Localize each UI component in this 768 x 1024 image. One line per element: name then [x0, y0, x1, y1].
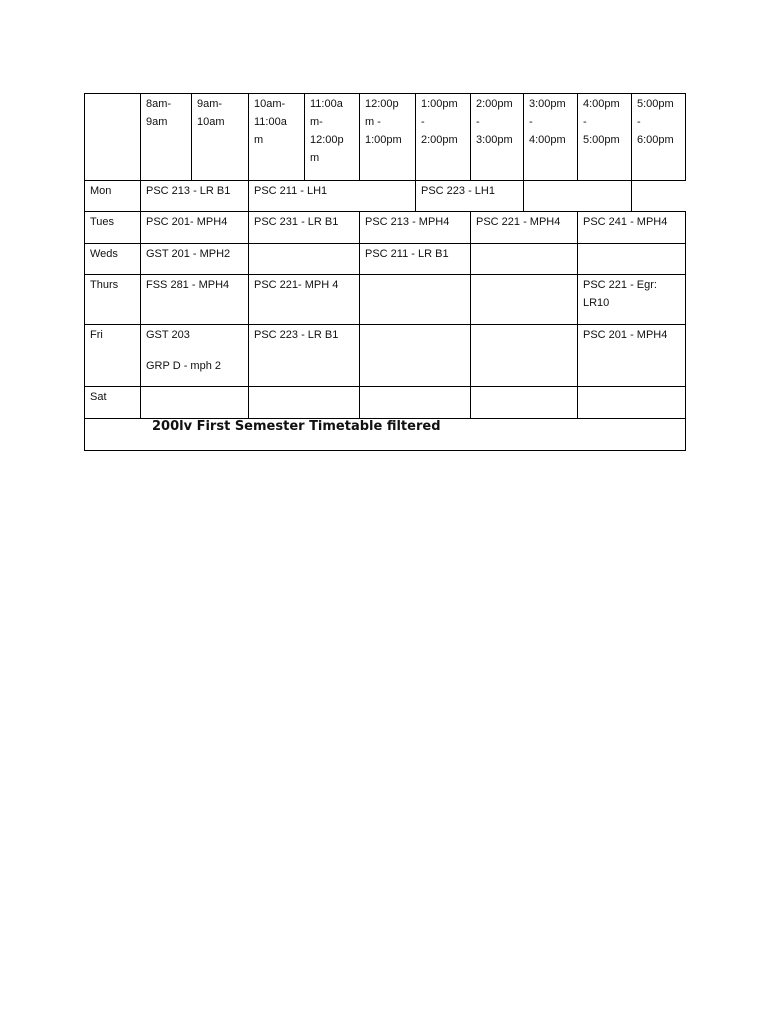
row-tues — [85, 212, 686, 244]
day-label: Weds — [85, 244, 141, 275]
class-cell — [471, 325, 578, 387]
class-cell: PSC 213 - MPH4 — [360, 212, 471, 244]
class-cell — [524, 181, 632, 212]
class-cell: PSC 241 - MPH4 — [578, 212, 686, 244]
class-text: GRP D - mph 2 — [146, 360, 221, 372]
time-header — [305, 94, 360, 181]
day-label: Thurs — [85, 275, 141, 325]
class-text: PSC 221 - Egr: LR10 — [583, 279, 657, 309]
class-cell: PSC 223 - LH1 — [416, 181, 524, 212]
spacer — [146, 344, 243, 357]
class-cell — [360, 325, 471, 387]
class-cell: FSS 281 - MPH4 — [141, 275, 249, 325]
timetable — [84, 93, 686, 451]
class-cell: PSC 223 - LR B1 — [249, 325, 360, 387]
row-mon — [85, 181, 686, 212]
class-cell: PSC 201 - MPH4 — [578, 325, 686, 387]
class-cell: GST 201 - MPH2 — [141, 244, 249, 275]
time-label: 11:00a m- 12:00p m — [310, 98, 344, 164]
class-cell: PSC 231 - LR B1 — [249, 212, 360, 244]
time-header — [141, 94, 192, 181]
row-fri — [85, 325, 686, 387]
class-cell: PSC 221- MPH 4 — [249, 275, 360, 325]
class-cell — [249, 387, 360, 419]
class-cell: PSC 221 - MPH4 — [471, 212, 578, 244]
time-header — [416, 94, 471, 181]
time-label: 1:00pm - 2:00pm — [421, 98, 458, 146]
day-label: Fri — [85, 325, 141, 387]
row-sat — [85, 387, 686, 419]
class-cell — [360, 387, 471, 419]
time-header — [360, 94, 416, 181]
class-cell — [141, 325, 249, 387]
class-cell — [471, 387, 578, 419]
time-label: 3:00pm - 4:00pm — [529, 98, 566, 146]
time-header — [632, 94, 686, 181]
row-thurs — [85, 275, 686, 325]
class-cell — [471, 244, 578, 275]
class-cell — [471, 275, 578, 325]
time-label: 4:00pm - 5:00pm — [583, 98, 620, 146]
class-cell — [578, 244, 686, 275]
class-cell — [141, 387, 249, 419]
class-cell: PSC 201- MPH4 — [141, 212, 249, 244]
table-caption: 200lv First Semester Timetable filtered — [85, 419, 686, 451]
time-header — [578, 94, 632, 181]
class-cell — [578, 275, 686, 325]
row-weds — [85, 244, 686, 275]
class-cell: PSC 211 - LH1 — [249, 181, 416, 212]
class-cell: PSC 213 - LR B1 — [141, 181, 249, 212]
caption-row — [85, 419, 686, 451]
day-label: Sat — [85, 387, 141, 419]
time-label: 9am- 10am — [197, 98, 225, 128]
class-cell: PSC 211 - LR B1 — [360, 244, 471, 275]
time-label: 5:00pm - 6:00pm — [637, 98, 674, 146]
time-label: 8am- 9am — [146, 98, 172, 128]
time-header — [524, 94, 578, 181]
class-cell — [249, 244, 360, 275]
day-label: Tues — [85, 212, 141, 244]
time-header — [249, 94, 305, 181]
class-text: GST 203 — [146, 329, 190, 341]
time-label: 10am- 11:00a m — [254, 98, 287, 146]
day-label: Mon — [85, 181, 141, 212]
time-label: 12:00p m - 1:00pm — [365, 98, 402, 146]
time-label: 2:00pm - 3:00pm — [476, 98, 513, 146]
corner-cell — [85, 94, 141, 181]
header-row — [85, 94, 686, 181]
class-cell — [360, 275, 471, 325]
time-header — [192, 94, 249, 181]
time-header — [471, 94, 524, 181]
class-cell — [578, 387, 686, 419]
